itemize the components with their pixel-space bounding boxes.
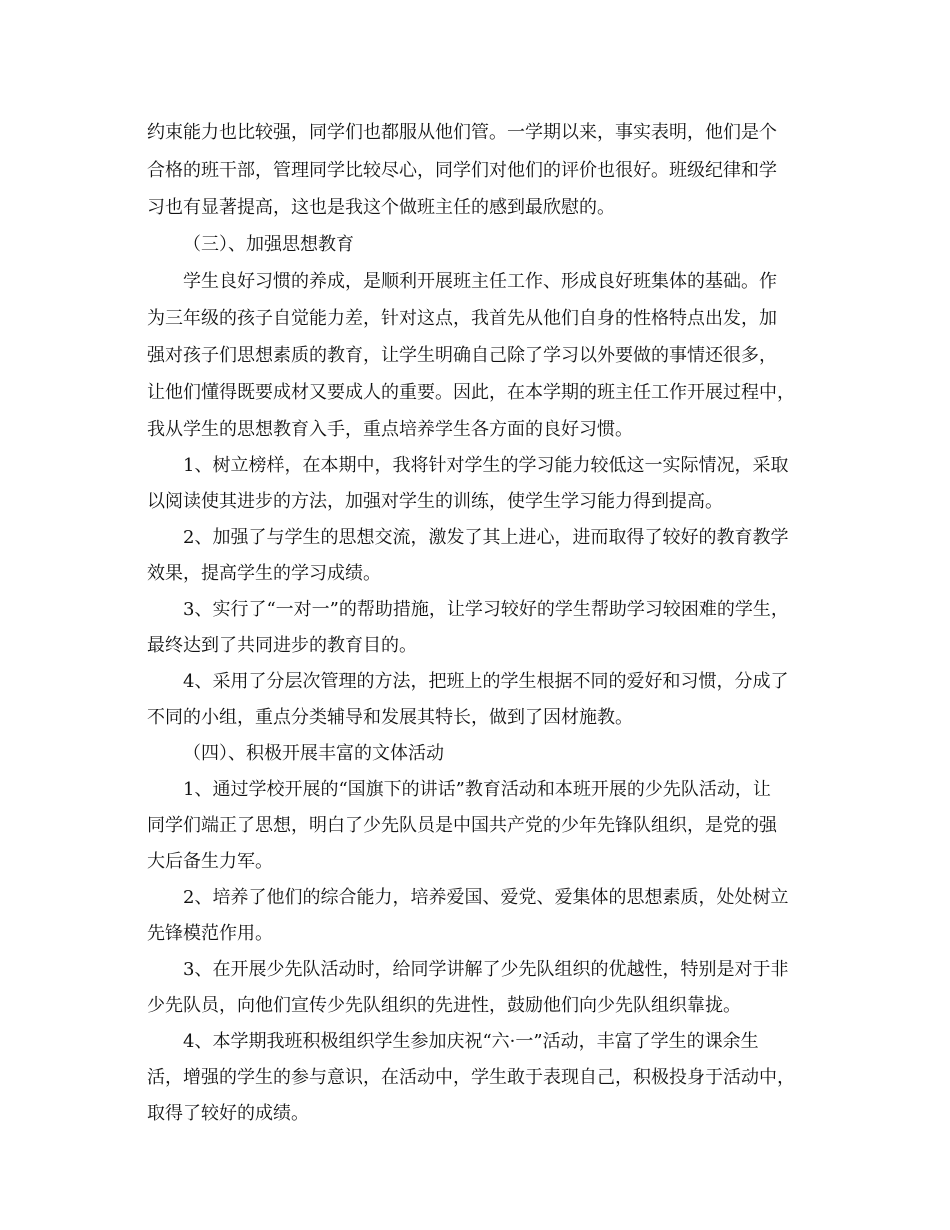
section-heading: （三）、加强思想教育	[183, 234, 354, 255]
text-line: 活，增强的学生的参与意识，在活动中，学生敢于表现自己，积极投身于活动中，	[147, 1067, 795, 1088]
text-line: 强对孩子们思想素质的教育，让学生明确自己除了学习以外要做的事情还很多，	[147, 345, 777, 366]
text-line: 大后备生力军。	[147, 851, 273, 872]
text-line: 3、在开展少先队活动时，给同学讲解了少先队组织的优越性，特别是对于非	[183, 959, 789, 980]
text-line: 同学们端正了思想，明白了少先队员是中国共产党的少年先锋队组织，是党的强	[147, 815, 777, 836]
text-line: 先锋模范作用。	[147, 923, 273, 944]
text-line: 合格的班干部，管理同学比较尽心，同学们对他们的评价也很好。班级纪律和学	[147, 160, 777, 181]
text-line: 少先队员，向他们宣传少先队组织的先进性，鼓励他们向少先队组织靠拢。	[147, 995, 741, 1016]
text-line: 习也有显著提高，这也是我这个做班主任的感到最欣慰的。	[147, 197, 615, 218]
text-line: 2、加强了与学生的思想交流，激发了其上进心，进而取得了较好的教育教学	[183, 527, 789, 548]
text-line: 约束能力也比较强，同学们也都服从他们管。一学期以来，事实表明，他们是个	[147, 122, 777, 143]
section-heading: （四）、积极开展丰富的文体活动	[183, 743, 444, 764]
text-line: 不同的小组，重点分类辅导和发展其特长，做到了因材施教。	[147, 707, 633, 728]
text-line: 为三年级的孩子自觉能力差，针对这点，我首先从他们自身的性格特点出发，加	[147, 308, 777, 329]
text-line: 我从学生的思想教育入手，重点培养学生各方面的良好习惯。	[147, 419, 633, 440]
text-line: 让他们懂得既要成材又要成人的重要。因此，在本学期的班主任工作开展过程中，	[147, 382, 795, 403]
text-line: 1、通过学校开展的“国旗下的讲话”教育活动和本班开展的少先队活动，让	[183, 779, 771, 800]
text-line: 以阅读使其进步的方法，加强对学生的训练，使学生学习能力得到提高。	[147, 491, 723, 512]
text-line: 学生良好习惯的养成，是顺利开展班主任工作、形成良好班集体的基础。作	[183, 271, 777, 292]
text-line: 效果，提高学生的学习成绩。	[147, 563, 381, 584]
text-line: 3、实行了“一对一”的帮助措施，让学习较好的学生帮助学习较困难的学生，	[183, 599, 789, 620]
text-line: 4、本学期我班积极组织学生参加庆祝“六·一”活动，丰富了学生的课余生	[183, 1031, 759, 1052]
text-line: 取得了较好的成绩。	[147, 1103, 309, 1124]
text-line: 4、采用了分层次管理的方法，把班上的学生根据不同的爱好和习惯，分成了	[183, 671, 789, 692]
text-line: 2、培养了他们的综合能力，培养爱国、爱党、爱集体的思想素质，处处树立	[183, 887, 789, 908]
text-line: 1、树立榜样，在本期中，我将针对学生的学习能力较低这一实际情况，采取	[183, 455, 789, 476]
text-line: 最终达到了共同进步的教育目的。	[147, 635, 417, 656]
